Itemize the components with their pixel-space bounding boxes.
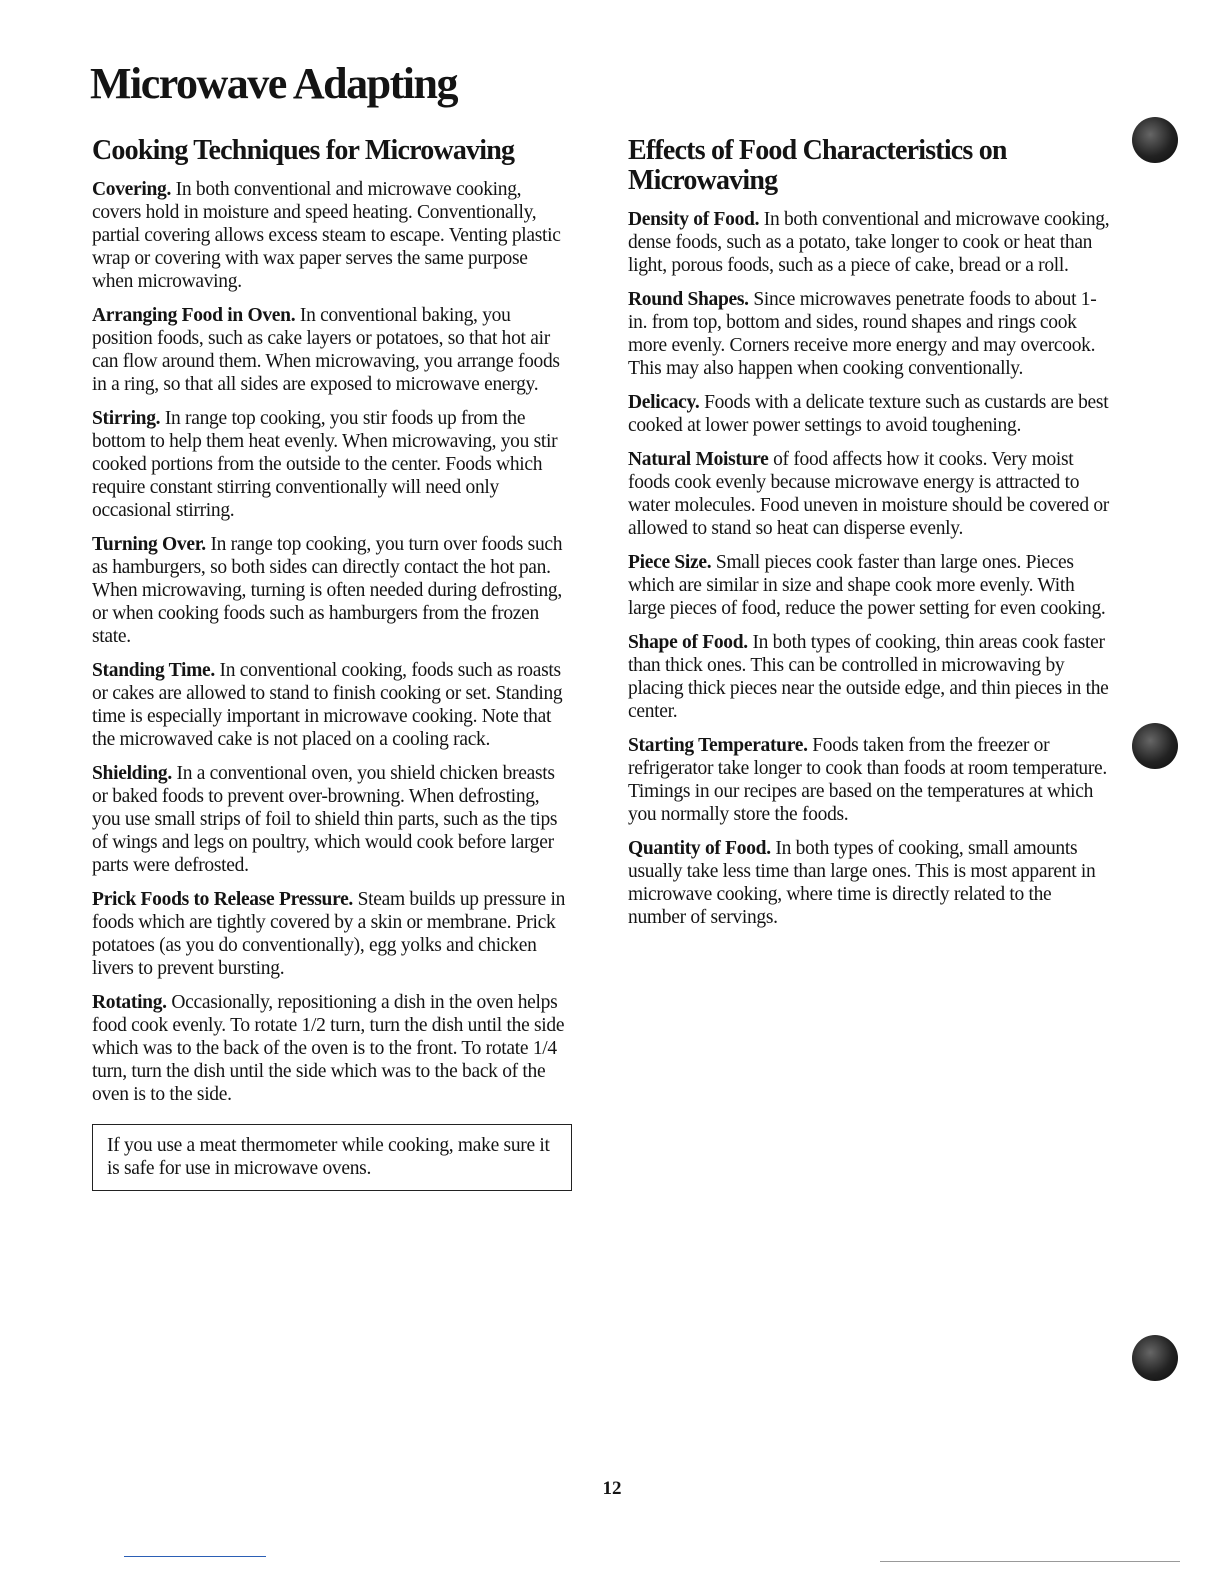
entry-text: In both types of cooking, small amounts usually take less time than large ones. This is most apparent in microwave cooking, where time is directly related to the number of servings. [628, 838, 1096, 928]
entry-text: In a conventional oven, you shield chicken breasts or baked foods to prevent over-browning. When defrosting, you use small strips of foil to shield thin parts, such as the tips of wings and legs on poultry, which would cook before larger parts were defrosted. [92, 763, 558, 876]
entry-text: In conventional baking, you position foods, such as cake layers or potatoes, so that hot air can flow around them. When microwaving, you arrange foods in a ring, so that all sides are exposed to microwave energy. [92, 305, 560, 395]
page-title: Microwave Adapting [90, 59, 457, 108]
entry-text: In conventional cooking, foods such as roasts or cakes are allowed to stand to finish cooking or set. Standing time is especially important in microwave cooking. Note that the microwaved cake is not placed on a cooling rack. [92, 660, 563, 750]
entry-text: Small pieces cook faster than large ones. Pieces which are similar in size and shape cook more evenly. With large pieces of food, reduce the power setting for even cooking. [628, 552, 1106, 619]
entry-text: In range top cooking, you stir foods up from the bottom to help them heat evenly. When microwaving, you stir cooked portions from the outside to the center. Foods which require constant stirring conventionally will need only occasional stirring. [92, 408, 558, 521]
entry-round-shapes [628, 288, 1112, 380]
scan-artifact-line [124, 1556, 266, 1557]
entry-title: Density of Food. [628, 209, 760, 230]
entry-text: In both conventional and microwave cooking, dense foods, such as a potato, take longer to cook or heat than light, porous foods, such as a piece of cake, bread or a roll. [628, 209, 1110, 276]
entry-text: Foods with a delicate texture such as custards are best cooked at lower power settings to avoid toughening. [628, 392, 1109, 436]
binder-hole-bottom [1132, 1335, 1178, 1381]
entry-rotating [92, 991, 572, 1106]
entry-arranging-food [92, 304, 572, 396]
entry-text: Steam builds up pressure in foods which are tightly covered by a skin or membrane. Prick potatoes (as you do conventionally), egg yolks and chicken livers to prevent bursting. [92, 889, 566, 979]
left-column [92, 136, 572, 1191]
entry-density [628, 208, 1112, 277]
entry-title: Shape of Food. [628, 632, 748, 653]
entry-text: Occasionally, repositioning a dish in the oven helps food cook evenly. To rotate 1/2 turn, turn the dish until the side which was to the back of the oven is to the front. To rotate 1/4 turn, turn the dish until the side which was to the back of the oven is to the side. [92, 992, 565, 1105]
entry-title: Starting Temperature. [628, 735, 808, 756]
right-column [628, 136, 1112, 940]
entry-title: Standing Time. [92, 660, 215, 681]
section-heading-cooking-techniques: Cooking Techniques for Microwaving [92, 135, 515, 166]
entry-turning-over [92, 533, 572, 648]
entry-text: In range top cooking, you turn over foods such as hamburgers, so both sides can directly contact the hot pan. When microwaving, turning is often needed during defrosting, or when cooking foods such as hamburgers from the frozen state. [92, 534, 563, 647]
entry-title: Round Shapes. [628, 289, 749, 310]
entry-covering [92, 178, 572, 293]
entry-title: Rotating. [92, 992, 167, 1013]
entry-title: Shielding. [92, 763, 172, 784]
entry-title: Stirring. [92, 408, 161, 429]
entry-title: Piece Size. [628, 552, 712, 573]
entry-quantity-of-food [628, 837, 1112, 929]
meat-thermometer-note: If you use a meat thermometer while cooking, make sure it is safe for use in microwave ovens. [92, 1124, 572, 1191]
entry-title: Delicacy. [628, 392, 700, 413]
entry-text: Since microwaves penetrate foods to about 1-in. from top, bottom and sides, round shapes and rings cook more evenly. Corners receive more energy and may overcook. This may also happen when cooking conventionally. [628, 289, 1097, 379]
entry-title: Natural Moisture [628, 449, 769, 470]
entry-text: Foods taken from the freezer or refrigerator take longer to cook than foods at room temperature. Timings in our recipes are based on the temperatures at which you normally store the foods. [628, 735, 1107, 825]
entry-text: In both conventional and microwave cooking, covers hold in moisture and speed heating. Conventionally, partial covering allows excess steam to escape. Venting plastic wrap or covering with wax paper serves the same purpose when microwaving. [92, 179, 561, 292]
entry-text: of food affects how it cooks. Very moist foods cook evenly because microwave energy is attracted to water molecules. Food uneven in moisture should be covered or allowed to stand so heat can disperse evenly. [628, 449, 1109, 539]
entry-title: Arranging Food in Oven. [92, 305, 296, 326]
entry-delicacy [628, 391, 1112, 437]
entry-title: Covering. [92, 179, 172, 200]
binder-hole-top [1132, 117, 1178, 163]
entry-natural-moisture [628, 448, 1112, 540]
entry-title: Prick Foods to Release Pressure. [92, 889, 354, 910]
entry-shape-of-food [628, 631, 1112, 723]
entry-title: Quantity of Food. [628, 838, 771, 859]
entry-title: Turning Over. [92, 534, 206, 555]
entry-starting-temperature [628, 734, 1112, 826]
entry-text: In both types of cooking, thin areas cook faster than thick ones. This can be controlled in microwaving by placing thick pieces near the outside edge, and thin pieces in the center. [628, 632, 1109, 722]
binder-hole-middle [1132, 723, 1178, 769]
entry-standing-time [92, 659, 572, 751]
section-heading-food-characteristics: Effects of Food Characteristics on Microwaving [628, 135, 1007, 196]
entry-stirring [92, 407, 572, 522]
entry-shielding [92, 762, 572, 877]
page-number: 12 [602, 1478, 622, 1499]
entry-prick-foods [92, 888, 572, 980]
entry-piece-size [628, 551, 1112, 620]
scan-artifact-rule [880, 1561, 1180, 1562]
